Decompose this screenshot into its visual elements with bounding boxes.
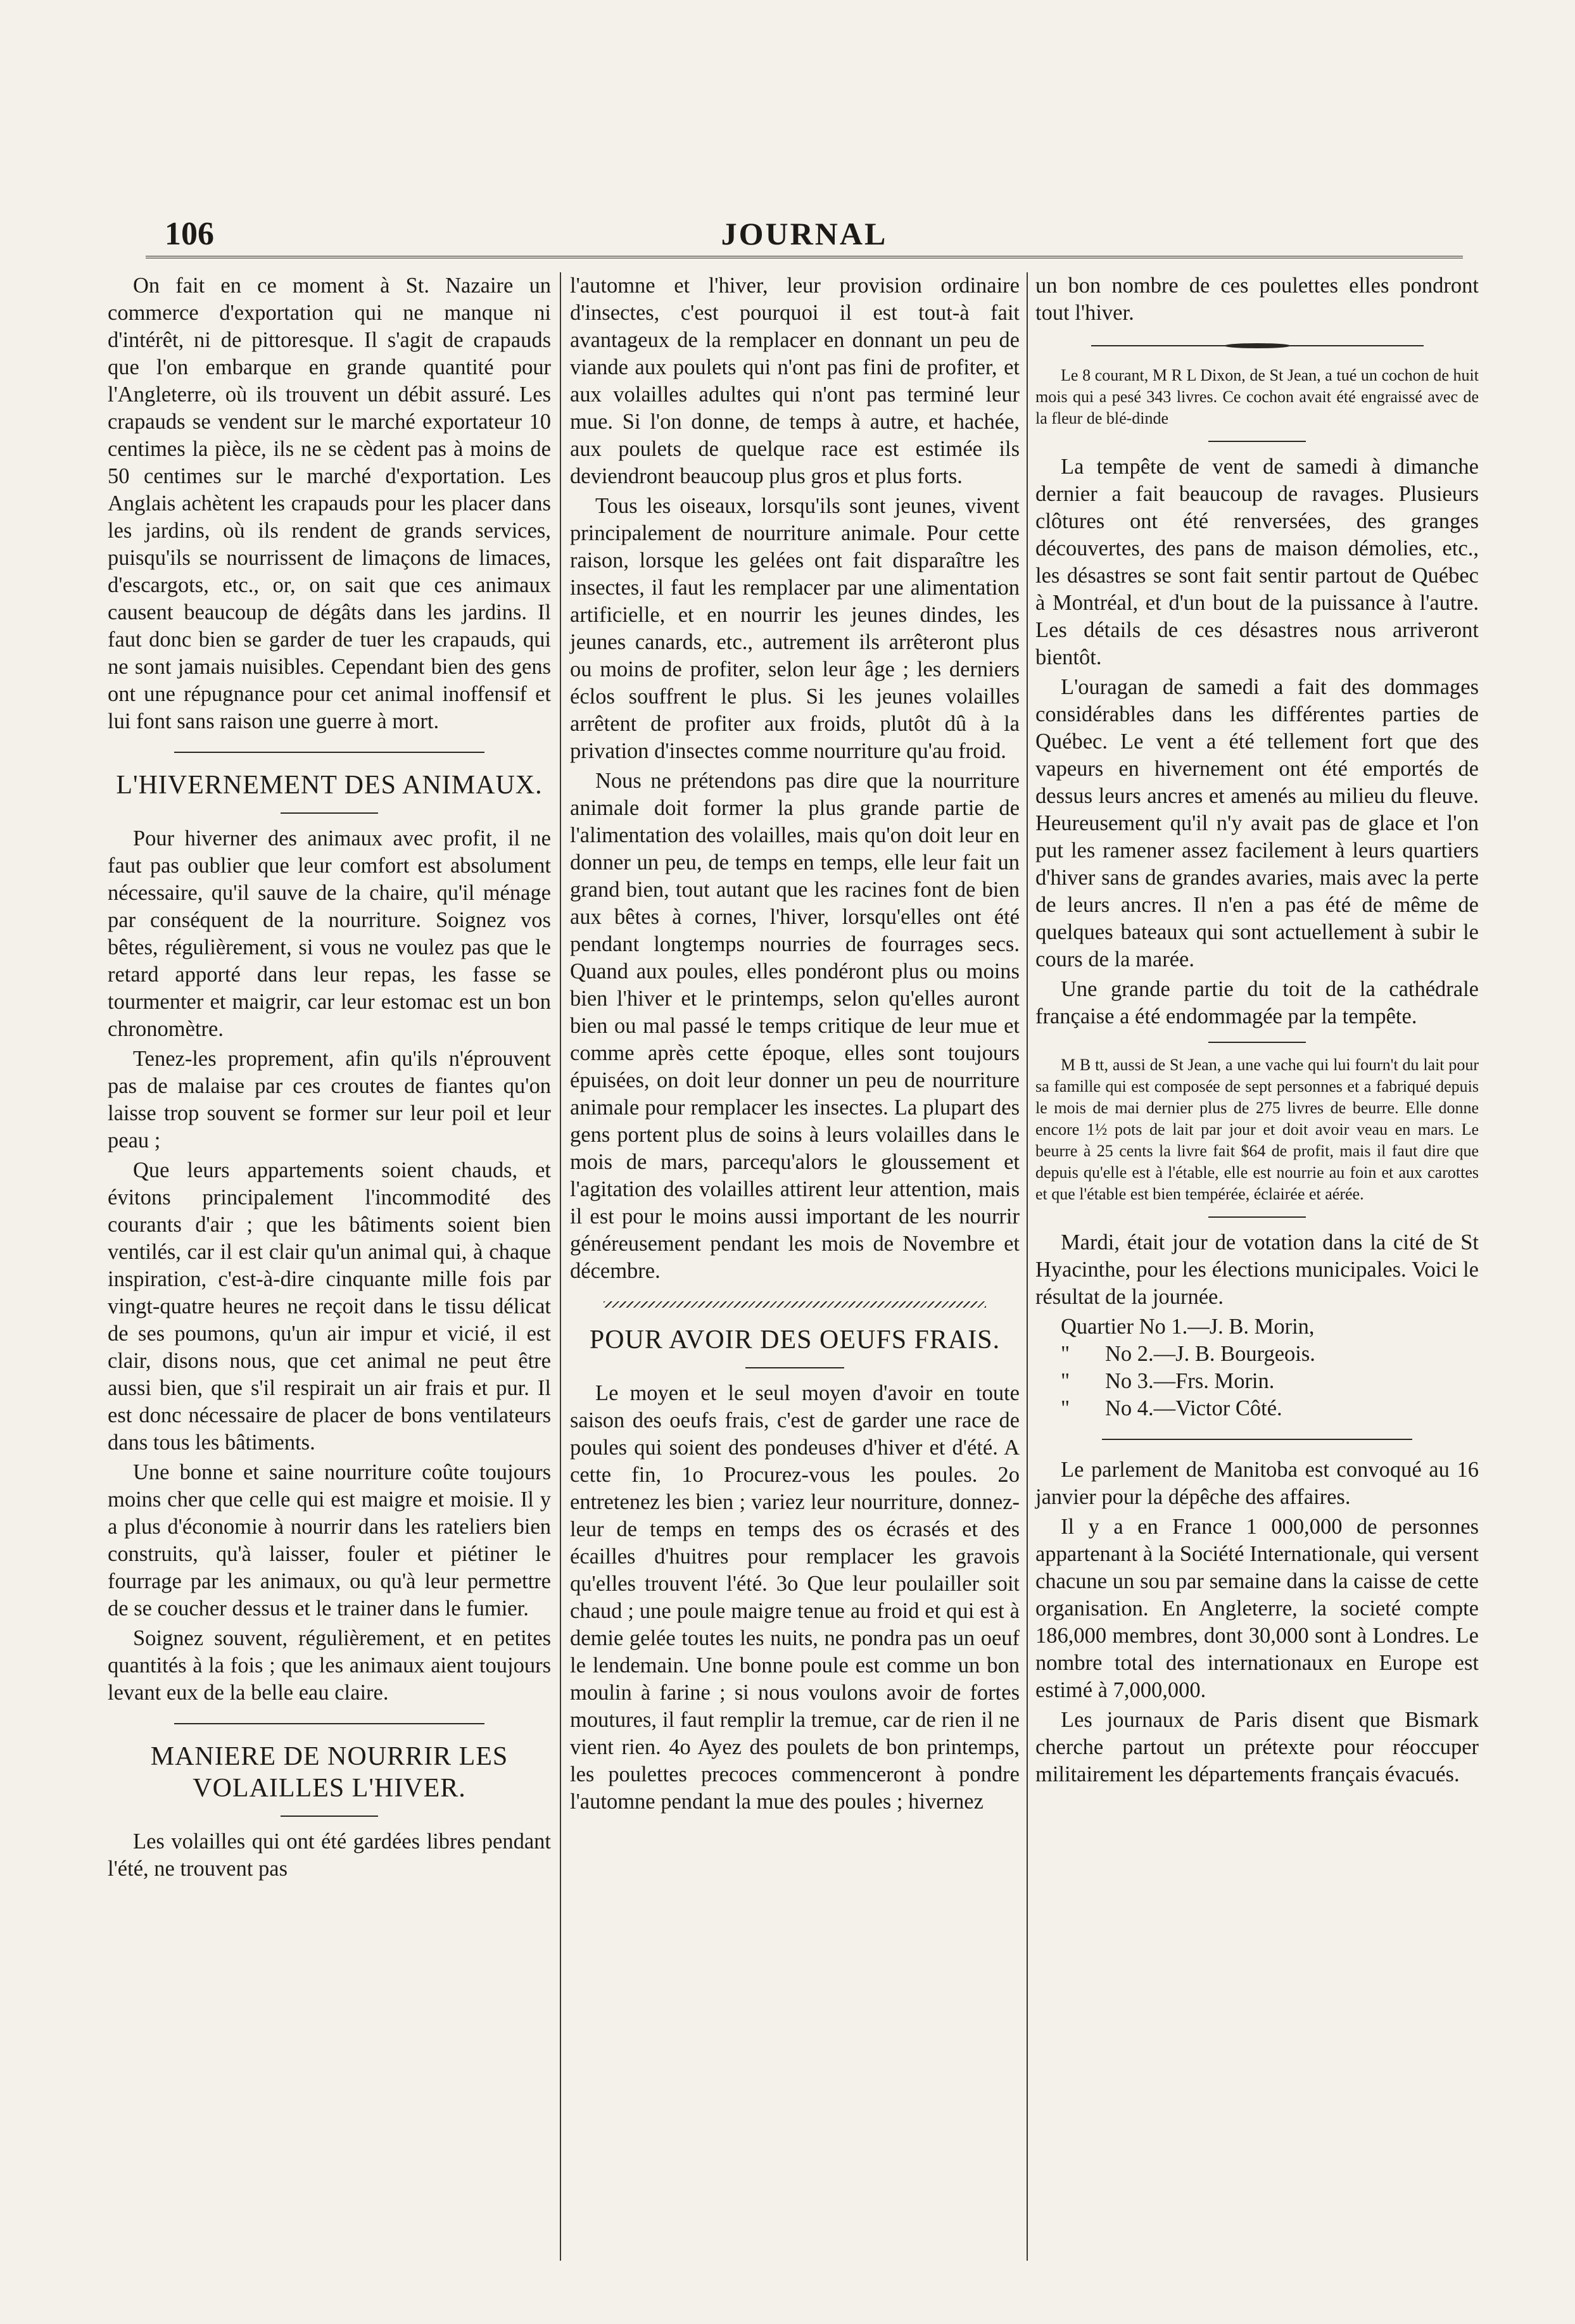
article-paragraph: Tenez-les proprement, afin qu'ils n'éprouvent pas de malaise par ces croutes de fiantes qu'on laisse trop souvent se former sur leur poil et leur peau ; [108, 1047, 551, 1153]
section-divider [174, 1723, 484, 1724]
article-paragraph: Une bonne et saine nourriture coûte toujours moins cher que celle qui est maigre et moisie. Il y a plus d'économie à nourrir dans les rateliers bien construits, qu'à laisser, fouler et piétiner le fourrage par les animaux, ou qu'à leur permettre de se coucher dessus et le trainer dans le fumier. [108, 1460, 551, 1620]
article-paragraph: un bon nombre de ces poulettes elles pondront tout l'hiver. [1035, 274, 1479, 325]
article-paragraph: Les volailles qui ont été gardées libres pendant l'été, ne trouvent pas [108, 1829, 551, 1881]
section-divider [745, 1367, 844, 1368]
section-divider [174, 752, 484, 753]
column-3 [1035, 272, 1479, 1791]
article-paragraph: Le moyen et le seul moyen d'avoir en toute saison des oeufs frais, c'est de garder une race de poules qui soient des pondeuses d'hiver et d'été. A cette fin, 1o Procurez-vous les poules. 2o entretenez les bien ; variez leur nourriture, donnez-leur de temps en temps des os écrasés et des écailles d'huitres pour remplacer les gravois qu'elles trouvent l'été. 3o Que leur poulailler soit chaud ; une poule maigre tenue au froid et qui est à demie gelée toutes les nuits, ne pondra pas un oeuf le lendemain. Une bonne poule est comme un bon moulin à farine ; si nous voulons avoir de fortes moutures, il faut remplir la tremue, car de rien il ne vient rien. 4o Ayez des poulets de bon printemps, les poulettes precoces commenceront à pondre l'automne pendant la mue des poules ; hivernez [570, 1381, 1020, 1814]
election-result: " No 3.—Frs. Morin. [1061, 1369, 1275, 1393]
section-divider [281, 1816, 378, 1817]
article-heading: POUR AVOIR DES OEUFS FRAIS. [589, 1325, 1001, 1355]
section-divider [1208, 1042, 1306, 1043]
election-result: Quartier No 1.—J. B. Morin, [1061, 1315, 1315, 1339]
article-paragraph: La tempête de vent de samedi à dimanche dernier a fait beaucoup de ravages. Plusieurs clôtures ont été renversées, des granges découvertes, des pans de maison démolies, etc., les désastres se sont fait sentir partout de Québec à Montréal, et d'un bout de la puissance à l'autre. Les détails de ces désastres nous arriveront bientôt. [1035, 455, 1479, 669]
article-paragraph: Une grande partie du toit de la cathédrale française a été endommagée par la tempête. [1035, 977, 1479, 1028]
article-paragraph: Les journaux de Paris disent que Bismark cherche partout un prétexte pour réoccuper militairement les départements français évacués. [1035, 1708, 1479, 1786]
column-divider [560, 272, 561, 2261]
page-number: 106 [165, 216, 214, 252]
article-paragraph: Pour hiverner des animaux avec profit, il ne faut pas oublier que leur comfort est absolument nécessaire, qu'il sauve de la chaire, qu'il ménage par conséquent de la nourriture. Soignez vos bêtes, régulièrement, si vous ne voulez pas que le retard apporté dans leur repas, les fasse se tourmenter et maigrir, car leur estomac est un bon chronomètre. [108, 826, 551, 1041]
article-heading: MANIERE DE NOURRIR LES VOLAILLES L'HIVER. [150, 1742, 509, 1803]
column-divider [1027, 272, 1028, 2261]
article-paragraph: l'automne et l'hiver, leur provision ordinaire d'insectes, c'est pourquoi il est tout-à fait avantageux de la remplacer en donnant un peu de viande aux poulets qui n'ont pas fini de profiter, et aux volailles adultes qui n'ont pas terminé leur mue. Si l'on donne, de temps à autre, et hachée, aux poulets de quelque race est estimée ils deviendront beaucoup plus gros et plus forts. [570, 274, 1020, 488]
election-result: " No 4.—Victor Côté. [1061, 1396, 1282, 1420]
section-divider [1208, 1216, 1306, 1218]
article-paragraph: Tous les oiseaux, lorsqu'ils sont jeunes, vivent principalement de nourriture animale. Pour cette raison, lorsque les gelées ont fait disparaître les insectes, il faut les remplacer par une alimentation artificielle, et en nourrir les jeunes dindes, les jeunes canards, etc., autrement ils arrêteront plus ou moins de profiter, selon leur âge ; les derniers éclos souffrent le plus. Si les jeunes volailles arrêtent de profiter aux froids, plutôt dû à la privation d'insectes comme nourriture qu'au froid. [570, 494, 1020, 763]
article-paragraph: Il y a en France 1 000,000 de personnes appartenant à la Société Internationale, qui versent chacune un sou par semaine dans la caisse de cette organisation. En Angleterre, la societé compte 186,000 membres, dont 30,000 sont à Londres. Le nombre total des internationaux en Europe est estimé à 7,000,000. [1035, 1515, 1479, 1702]
election-result: " No 2.—J. B. Bourgeois. [1061, 1342, 1315, 1366]
section-divider [1102, 1439, 1412, 1440]
section-divider [1091, 343, 1424, 348]
article-paragraph: L'ouragan de samedi a fait des dommages considérables dans les différentes parties de Québec. Le vent a été tellement fort que des vapeurs en hivernement ont été emportés de dessus leurs ancres et amenés au milieu du fleuve. Heureusement qu'il n'y avait pas de glace et l'on put les ramener assez facilement à leurs quartiers d'hiver sans de grandes avaries, mais avec la perte de leurs ancres. Il n'en a pas été de même de quelques bateaux qui sont actuellement à subir le cours de la marée. [1035, 675, 1479, 971]
section-divider [281, 812, 378, 814]
article-paragraph: Que leurs appartements soient chauds, et évitons principalement l'incommodité des courants d'air ; que les bâtiments soient bien ventilés, car il est clair qu'un animal qui, à chaque inspiration, c'est-à-dire cinquante mille fois par vingt-quatre heures ne reçoit dans le tissu délicat de ses poumons, qu'un air impur et vicié, il est clair, disons nous, que cet animal ne peut être aussi bien, que s'il respirait un air frais et pur. Il est donc nécessaire de placer de bons ventilateurs dans tous les bâtiments. [108, 1158, 551, 1455]
running-title: JOURNAL [721, 216, 888, 251]
article-paragraph: Mardi, était jour de votation dans la cité de St Hyacinthe, pour les élections municipales. Voici le résultat de la journée. [1035, 1230, 1479, 1309]
article-paragraph: Le parlement de Manitoba est convoqué au 16 janvier pour la dépêche des affaires. [1035, 1458, 1479, 1509]
page-header [146, 209, 1463, 260]
article-paragraph: Nous ne prétendons pas dire que la nourriture animale doit former la plus grande partie de l'alimentation des volailles, mais qu'on doit leur en donner un peu, de temps en temps, elle leur fait un grand bien, tout autant que les racines font de bien aux bêtes à cornes, l'hiver, lorsqu'elles ont été pendant longtemps nourries de fourrages secs. Quand aux poules, elles pondéront plus ou moins bien l'hiver et le printemps, selon qu'elles auront bien ou mal passé le temps critique de leur mue et comme après cette époque, elles sont toujours épuisées, on doit leur donner un peu de nourriture animale pour remplacer les insectes. La plupart des gens portent plus de soins à leurs volailles dans le mois de mars, parcequ'alors le gloussement et l'agitation des volailles attirent leur attention, mais il est pour le moins aussi important de les nourrir généreusement pendant les mois de Novembre et décembre. [570, 769, 1020, 1283]
article-paragraph: Soignez souvent, régulièrement, et en petites quantités à la fois ; que les animaux aient toujours levant eux de la belle eau claire. [108, 1626, 551, 1705]
column-1 [108, 272, 551, 1885]
column-2 [570, 272, 1020, 1818]
section-divider [1208, 441, 1306, 442]
section-divider [604, 1301, 986, 1308]
header-rule [146, 256, 1463, 258]
news-brief: M B tt, aussi de St Jean, a une vache qui lui fourn't du lait pour sa famille qui est composée de sept personnes et a fabriqué depuis le mois de mai dernier plus de 275 livres de beurre. Elle donne encore 1½ pots de lait par jour et doit avoir veau en mars. Le beurre à 25 cents la livre fait $64 de profit, mais il faut dire que depuis qu'elle est à l'étable, elle est nourrie au foin et aux carottes et que l'étable est bien tempérée, éclairée et aérée. [1035, 1056, 1479, 1203]
article-paragraph: On fait en ce moment à St. Nazaire un commerce d'exportation qui ne manque ni d'intérêt, ni de pittoresque. Il s'agit de crapauds que l'on embarque en grande quantité pour l'Angleterre, où ils trouvent un débit assuré. Les crapauds se vendent sur le marché exportateur 10 centimes la pièce, ils ne se cèdent pas à moins de 50 centimes sur le marché d'exportation. Les Anglais achètent les crapauds pour les placer dans les jardins, où ils rendent de grands services, puisqu'ils se nourrissent de limaçons de limaces, d'escargots, etc., or, on sait que ces animaux causent beaucoup de dégâts dans les jardins. Il faut donc bien se garder de tuer les crapauds, qui ne sont jamais nuisibles. Cependant bien des gens ont une répugnance pour cet animal inoffensif et lui font sans raison une guerre à mort. [108, 274, 551, 733]
news-brief: Le 8 courant, M R L Dixon, de St Jean, a tué un cochon de huit mois qui a pesé 343 livres. Ce cochon avait été engraissé avec de la fleur de blé-dinde [1035, 366, 1479, 427]
article-heading: L'HIVERNEMENT DES ANIMAUX. [116, 771, 543, 800]
